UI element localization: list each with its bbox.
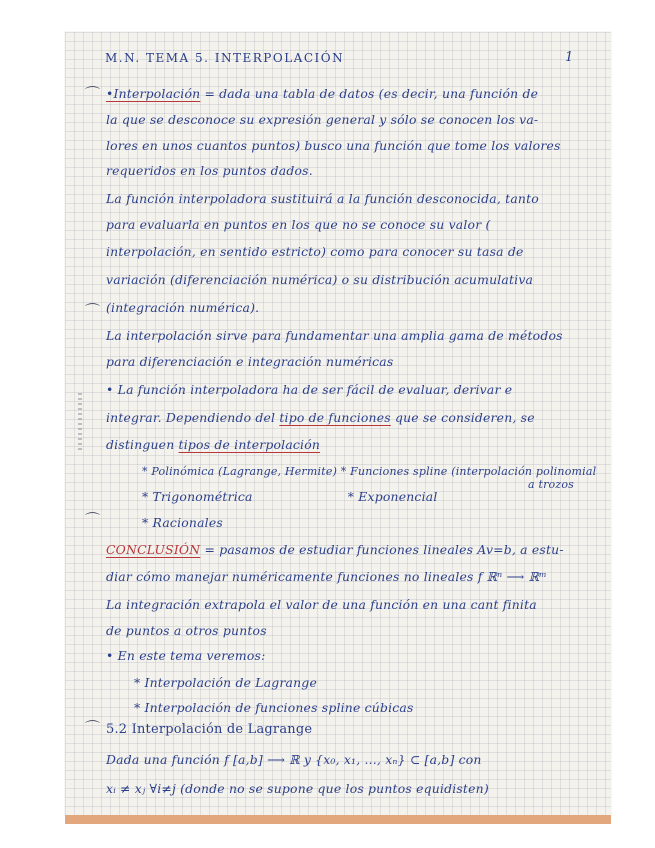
note-line: para diferenciación e integración numéricas [106, 354, 394, 369]
note-line: distinguen tipos de interpolación [106, 437, 321, 452]
note-line: de puntos a otros puntos [106, 623, 267, 638]
list-item: * Polinómica (Lagrange, Hermite) * Funciones spline (interpolación polinomial [142, 465, 597, 478]
note-line: xᵢ ≠ xⱼ ∀i≠j (donde no se supone que los puntos equidisten) [106, 781, 489, 796]
note-line: la que se desconoce su expresión general y sólo se conocen los va- [106, 112, 539, 127]
note-line: • En este tema veremos: [106, 648, 266, 663]
note-line: • La función interpoladora ha de ser fácil de evaluar, derivar e [106, 382, 513, 397]
note-line: lores en unos cuantos puntos) busco una función que tome los valores [106, 138, 561, 153]
binder-hole-icon: ⌒ [85, 511, 101, 529]
list-item-continuation: a trozos [528, 478, 575, 491]
note-line: La integración extrapola el valor de una función en una cant finita [106, 597, 537, 612]
note-line: para evaluarla en puntos en los que no se conoce su valor ( [106, 217, 491, 232]
note-line: Dada una función f [a,b] ⟶ ℝ y {x₀, x₁, ..., xₙ} ⊂ [a,b] con [106, 752, 482, 767]
list-item: * Interpolación de Lagrange [134, 675, 317, 690]
page-number: 1 [565, 50, 574, 65]
list-item: * Interpolación de funciones spline cúbicas [134, 700, 414, 715]
note-line: La interpolación sirve para fundamentar una amplia gama de métodos [106, 328, 563, 343]
list-item: * Racionales [142, 515, 223, 530]
note-line: (integración numérica). [106, 300, 260, 315]
binder-hole-icon: ⌒ [85, 719, 101, 737]
page-bottom-edge [65, 815, 611, 824]
note-line: variación (diferenciación numérica) o su distribución acumulativa [106, 272, 534, 287]
page-header: M.N. TEMA 5. INTERPOLACIÓN [105, 51, 345, 65]
note-line: diar cómo manejar numéricamente funciones no lineales f ℝⁿ ⟶ ℝᵐ [106, 569, 547, 584]
binder-hole-icon: ⌒ [85, 85, 101, 103]
note-line: requeridos en los puntos dados. [106, 163, 313, 178]
note-line: interpolación, en sentido estricto) como para conocer su tasa de [106, 244, 524, 259]
section-heading: 5.2 Interpolación de Lagrange [106, 722, 313, 737]
binder-hole-icon: ⌒ [85, 302, 101, 320]
note-line: CONCLUSIÓN = pasamos de estudiar funciones lineales Av=b, a estu- [106, 542, 564, 557]
note-line: integrar. Dependiendo del tipo de funciones que se consideren, se [106, 410, 535, 425]
note-line: •Interpolación = dada una tabla de datos (es decir, una función de [106, 86, 539, 101]
list-item: * Trigonométrica * Exponencial [142, 489, 438, 504]
note-line: La función interpoladora sustituirá a la función desconocida, tanto [106, 191, 539, 206]
margin-watermark [78, 393, 82, 453]
